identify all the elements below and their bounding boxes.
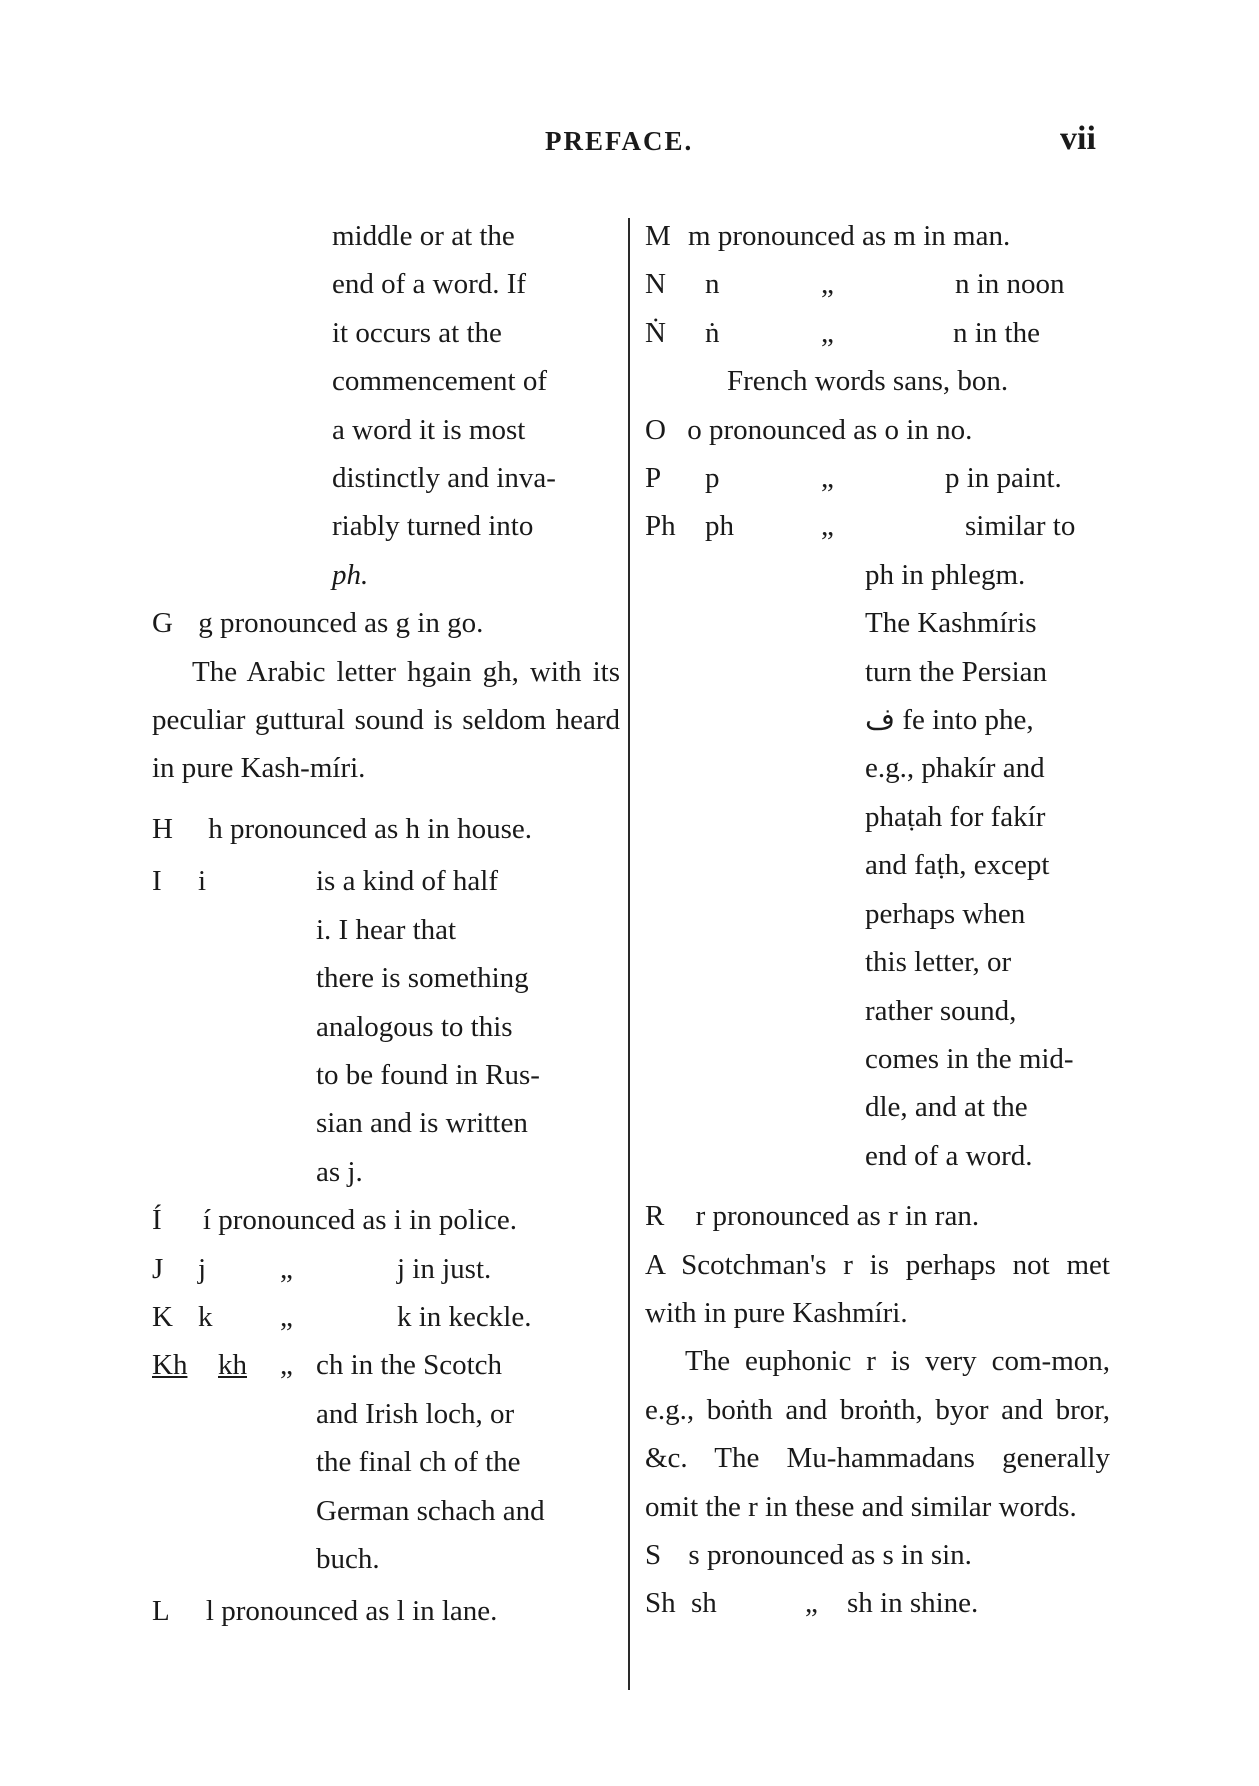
ditto-mark: „: [280, 1300, 293, 1333]
text-line: to be found in Rus-: [316, 1058, 540, 1091]
running-title: PREFACE.: [545, 126, 694, 156]
text-line: i. I hear that: [316, 913, 457, 946]
letter-upper: J: [152, 1252, 164, 1285]
entry-g: [152, 599, 620, 647]
entry-n-dot: [645, 309, 1110, 406]
letter-upper: G: [152, 607, 173, 640]
letter-upper: Ph: [645, 510, 676, 543]
letter-lower: sh: [691, 1587, 717, 1620]
letter-lower: p: [705, 462, 720, 495]
letter-upper: P: [645, 462, 662, 495]
left-column: [152, 212, 620, 1636]
text-line: commencement of: [332, 365, 547, 398]
text-line: perhaps when: [865, 897, 1026, 930]
entry-text: n in noon: [955, 268, 1065, 301]
entry-kh: [152, 1341, 620, 1583]
ditto-mark: „: [821, 462, 834, 495]
letter-lower: i: [198, 865, 207, 898]
entry-o: [645, 406, 1110, 454]
entry-text-cont: French words sans, bon.: [727, 365, 1009, 398]
text-line: and faṭh, except: [865, 849, 1050, 882]
note-euphonic-r: The euphonic r is very com-mon, e.g., boṅth and broṅth, byor and bror, &c. The Mu-hammadans generally omit the r in these and similar words.: [645, 1345, 1110, 1523]
entry-m: [645, 212, 1110, 260]
entry-text: n in the: [953, 316, 1040, 349]
letter-upper: Sh: [645, 1587, 676, 1620]
text-line: phaṭah for fakír: [865, 800, 1046, 833]
note-arabic-ghain: The Arabic letter hgain gh, with its peculiar guttural sound is seldom heard in pure Kash-míri.: [152, 655, 620, 785]
entry-k: [152, 1293, 620, 1341]
entry-r: [645, 1192, 1110, 1240]
entry-i: [152, 857, 620, 1196]
entry-j: [152, 1245, 620, 1293]
entry-s: [645, 1531, 1110, 1579]
text-line: a word it is most: [332, 413, 526, 446]
text-line: ph in phlegm.: [865, 558, 1026, 591]
entry-f-continuation: [152, 212, 620, 599]
letter-lower: m: [688, 220, 711, 252]
entry-text: pronounced as m in man.: [717, 220, 1011, 252]
entry-text: k in keckle.: [397, 1300, 532, 1333]
entry-text: pronounced as g in go.: [219, 607, 484, 640]
text-line: distinctly and inva-: [332, 462, 556, 495]
letter-lower: g: [198, 607, 213, 640]
text-line: turn the Persian: [865, 655, 1048, 688]
letter-lower: í: [202, 1204, 211, 1237]
letter-lower: o: [687, 413, 702, 446]
letter-lower: k: [198, 1300, 213, 1333]
page-number: vii: [1060, 120, 1096, 157]
letter-upper: I: [152, 865, 162, 898]
entry-text: p in paint.: [945, 462, 1062, 495]
entry-n: [645, 260, 1110, 308]
text-line: German schach and: [316, 1494, 545, 1527]
entry-text: pronounced as i in police.: [218, 1204, 518, 1237]
letter-lower: ph: [705, 510, 734, 543]
letter-upper: L: [152, 1595, 169, 1628]
letter-lower: s: [688, 1538, 700, 1571]
right-column: [645, 212, 1110, 1628]
text-line: The Kashmíris: [865, 607, 1037, 640]
entry-ph: [645, 502, 1110, 1180]
letter-upper: K: [152, 1300, 173, 1333]
text-line: ف fe into phe,: [865, 704, 1034, 737]
ditto-mark: „: [805, 1587, 818, 1620]
letter-lower: n: [705, 268, 720, 301]
text-line: ch in the Scotch: [316, 1349, 503, 1382]
entry-text: pronounced as h in house.: [229, 812, 532, 845]
entry-text: pronounced as s in sin.: [706, 1538, 972, 1571]
ditto-mark: „: [821, 510, 834, 543]
entry-text: sh in shine.: [847, 1587, 979, 1620]
letter-lower: r: [695, 1200, 706, 1233]
text-line: this letter, or: [865, 946, 1012, 979]
column-divider: [628, 218, 630, 1690]
letter-upper: Í: [152, 1204, 162, 1237]
text-line: there is something: [316, 962, 529, 995]
letter-lower: h: [208, 812, 223, 845]
note-scotch-r: A Scotchman's r is perhaps not met with in pure Kashmíri.: [645, 1248, 1110, 1329]
text-line: analogous to this: [316, 1010, 513, 1043]
letter-upper: Ṅ: [645, 316, 666, 349]
letter-upper: O: [645, 413, 666, 446]
ditto-mark: „: [280, 1252, 293, 1285]
letter-upper: S: [645, 1538, 662, 1571]
entry-l: [152, 1587, 620, 1635]
text-line: sian and is written: [316, 1107, 528, 1140]
entry-text: j in just.: [397, 1252, 492, 1285]
text-line: middle or at the: [332, 220, 515, 252]
text-line: end of a word.: [865, 1139, 1033, 1172]
ditto-mark: „: [280, 1349, 293, 1382]
entry-text: pronounced as l in lane.: [221, 1595, 498, 1628]
text-line: e.g., phakír and: [865, 752, 1045, 785]
text-line: as j.: [316, 1155, 363, 1188]
text-line: end of a word. If: [332, 268, 527, 301]
text-line: comes in the mid-: [865, 1042, 1074, 1075]
letter-upper: N: [645, 268, 666, 301]
text-line: ph.: [332, 558, 369, 591]
letter-upper: Kh: [152, 1349, 188, 1382]
text-line: and Irish loch, or: [316, 1397, 515, 1430]
text-line: rather sound,: [865, 994, 1017, 1027]
entry-sh: [645, 1579, 1110, 1627]
entry-text: pronounced as r in ran.: [712, 1200, 980, 1233]
letter-lower: kh: [218, 1349, 247, 1382]
entry-text-first: similar to: [965, 510, 1076, 543]
ditto-mark: „: [821, 316, 834, 349]
text-line: buch.: [316, 1542, 380, 1575]
letter-upper: R: [645, 1200, 665, 1233]
text-line: dle, and at the: [865, 1091, 1028, 1124]
entry-h: [152, 805, 620, 853]
letter-lower: j: [198, 1252, 207, 1285]
ditto-mark: „: [821, 268, 834, 301]
letter-upper: M: [645, 220, 671, 252]
entry-p: [645, 454, 1110, 502]
entry-text: pronounced as o in no.: [708, 413, 973, 446]
text-line: the final ch of the: [316, 1446, 521, 1479]
text-line: it occurs at the: [332, 316, 502, 349]
text-line: is a kind of half: [316, 865, 499, 898]
letter-upper: H: [152, 812, 173, 845]
letter-lower: ṅ: [705, 316, 720, 349]
text-line: riably turned into: [332, 510, 534, 543]
entry-i-acute: [152, 1196, 620, 1244]
letter-lower: l: [205, 1595, 214, 1628]
